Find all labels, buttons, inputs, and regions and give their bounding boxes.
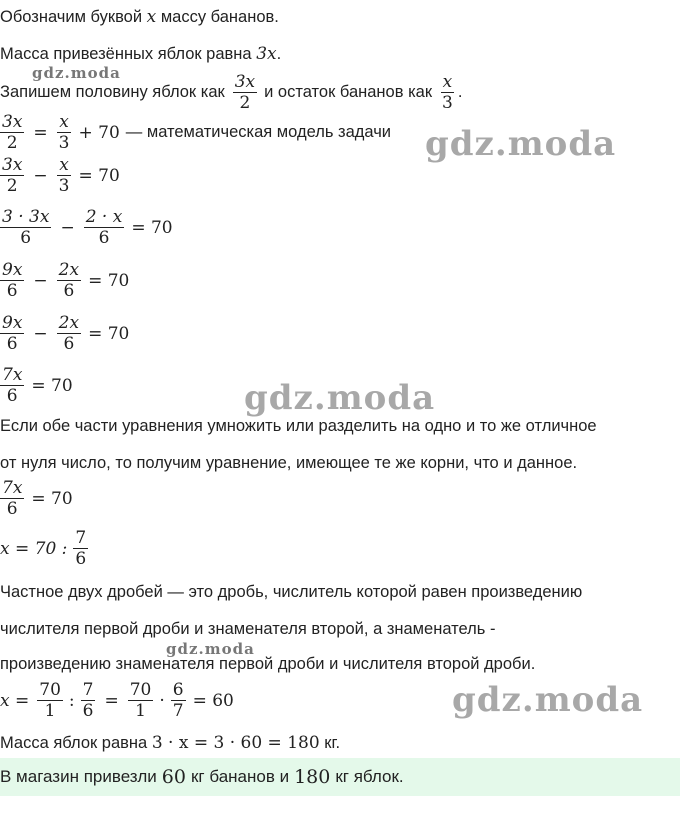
math-3x: 3x [256,44,277,64]
denominator: 6 [63,334,75,354]
numerator: 9x [2,313,23,333]
watermark-big: gdz.moda [244,378,436,418]
equals-70: = 70 [31,375,73,396]
numerator: 9x [2,260,23,280]
numerator: 2x [58,313,80,333]
fraction [0,365,24,406]
denominator: 6 [6,386,18,406]
watermark-small: gdz.moda [32,64,121,82]
fraction [171,680,186,721]
equals-70: = 70 [131,217,173,238]
model-caption: — математическая модель задачи [125,123,392,141]
line-apples-mass [0,44,281,64]
equals: = [104,690,119,711]
text: Масса яблок равна [0,734,148,752]
equals-70: = 70 [88,270,130,291]
fraction [0,155,24,196]
numerator: x [59,155,69,175]
numerator: 7 [82,680,94,700]
denominator: 3 [442,93,453,113]
apples-value: 180 [294,766,331,788]
equation-5 [0,313,129,354]
denominator: 3 [58,176,70,196]
numerator: 3x [2,155,23,175]
numerator: 2x [58,260,80,280]
equation-4 [0,260,129,301]
fraction [37,680,63,721]
denominator: 2 [239,93,251,113]
numerator: 6 [172,680,184,700]
bananas-value: 60 [161,766,186,788]
denominator: 1 [44,701,56,721]
fraction [57,313,81,354]
denominator: 3 [58,133,70,153]
equation-6 [0,365,73,406]
divide: : [68,690,75,711]
watermark-big: gdz.moda [425,124,617,164]
numerator: 70 [129,680,152,700]
numerator: 3x [234,72,256,92]
text: Обозначим буквой [0,8,143,26]
numerator: 3 · 3x [2,207,50,227]
numerator: 2 · x [85,207,123,227]
numerator: 7x [2,478,23,498]
equals-70: = 70 [31,488,73,509]
numerator: x [59,112,69,132]
var-x: x [146,7,157,27]
equals-70: = 70 [78,165,120,186]
fraction [233,72,257,113]
fraction [0,478,24,519]
rule-line-5: произведению знаменателя первой дроби и числителя второй дроби. [0,655,536,673]
fraction [0,112,24,153]
fraction [440,72,455,113]
plus-70: + 70 [78,122,120,143]
x-eq-70-div [0,539,67,559]
answer-box [0,758,680,796]
denominator: 6 [63,281,75,301]
rule-line-1: Если обе части уравнения умножить или разделить на одно и то же отличное [0,417,597,435]
period: . [457,83,463,101]
watermark-small: gdz.moda [166,640,255,658]
denominator: 6 [6,281,18,301]
line-apple-mass [0,733,340,753]
fraction [57,260,81,301]
numerator: 7x [2,365,23,385]
fraction [81,680,96,721]
denominator: 6 [82,701,94,721]
fraction [0,313,24,354]
fraction [0,260,24,301]
denominator: 6 [6,334,18,354]
equation-7 [0,478,73,519]
unit: кг. [324,734,341,752]
denominator: 7 [172,701,184,721]
numerator: 3x [2,112,23,132]
fraction [57,155,72,196]
denominator: 6 [98,228,110,248]
equation-model [0,112,391,153]
minus: − [33,165,48,186]
rule-line-2: от нуля число, то получим уравнение, имеющее те же корни, что и данное. [0,454,578,472]
denominator: 2 [6,133,18,153]
times: · [159,690,165,711]
equals: = [33,122,48,143]
equals-60: = 60 [192,690,234,711]
fraction [57,112,72,153]
line-intro [0,7,279,27]
text: Масса привезённых яблок равна [0,45,252,63]
numerator: x [442,72,453,92]
fraction [73,528,88,569]
text: массу бананов. [160,8,279,26]
minus: − [33,323,48,344]
fraction [84,207,125,248]
rule-line-4: числителя первой дроби и знаменателя второй, а знаменатель - [0,620,496,638]
text: Запишем половину яблок как [0,83,225,101]
numerator: 7 [75,528,87,548]
math-expr: 3 · x = 3 · 60 = 180 [151,733,320,753]
denominator: 6 [6,499,18,519]
rule-line-3: Частное двух дробей — это дробь, числитель которой равен произведению [0,583,583,601]
text: и остаток бананов как [264,83,433,101]
denominator: 2 [6,176,18,196]
denominator: 6 [20,228,32,248]
equation-8 [0,528,91,569]
numerator: 70 [39,680,61,700]
minus: − [33,270,48,291]
x-equals: x = [0,690,30,711]
denominator: 1 [135,701,146,721]
answer-text: В магазин привезли [0,767,157,786]
minus: − [60,217,75,238]
fraction [128,680,154,721]
expr: x = 70 : [0,538,68,559]
fraction [0,207,51,248]
answer-text: кг бананов и [190,767,290,786]
equation-2 [0,155,120,196]
equation-9 [0,680,234,721]
equals-70: = 70 [88,323,130,344]
period: . [276,45,282,63]
answer-text: кг яблок. [335,767,404,786]
denominator: 6 [75,549,87,569]
watermark-big: gdz.moda [452,680,644,720]
equation-3 [0,207,173,248]
